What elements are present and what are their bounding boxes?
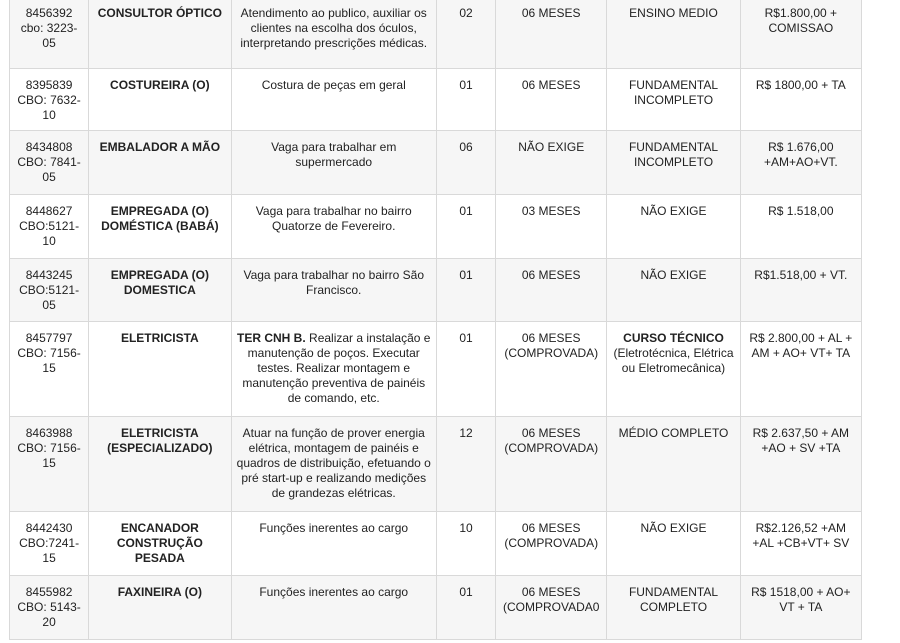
education-required: FUNDAMENTAL COMPLETO bbox=[607, 576, 740, 640]
education-text: (Eletrotécnica, Elétrica ou Eletromecânica) bbox=[613, 346, 734, 375]
table-row bbox=[10, 417, 862, 512]
cbo-code: CBO:5121-05 bbox=[19, 283, 80, 312]
salary: R$2.126,52 +AM +AL +CB+VT+ SV bbox=[740, 512, 861, 576]
job-description: Funções inerentes ao cargo bbox=[231, 576, 436, 640]
experience-required: 06 MESES (COMPROVADA) bbox=[496, 512, 607, 576]
job-description: Vaga para trabalhar no bairro São Francisco. bbox=[231, 259, 436, 322]
job-title: EMPREGADA (O) DOMÉSTICA (BABÁ) bbox=[89, 195, 231, 259]
cbo-code: CBO: 7841-05 bbox=[17, 155, 81, 184]
table-row bbox=[10, 69, 862, 131]
vacancy-quantity: 01 bbox=[436, 69, 495, 131]
job-description: Vaga para trabalhar no bairro Quatorze de Fevereiro. bbox=[231, 195, 436, 259]
education-required: NÃO EXIGE bbox=[607, 259, 740, 322]
education-required: NÃO EXIGE bbox=[607, 195, 740, 259]
job-requirement-highlight: TER CNH B. bbox=[237, 331, 306, 345]
cbo-code: CBO: 5143-20 bbox=[17, 600, 81, 629]
experience-required: 06 MESES bbox=[496, 69, 607, 131]
job-title: EMBALADOR A MÃO bbox=[89, 131, 231, 195]
experience-required: 06 MESES (COMPROVADA) bbox=[496, 417, 607, 512]
vacancy-quantity: 01 bbox=[436, 322, 495, 417]
table-row bbox=[10, 0, 862, 69]
education-required: NÃO EXIGE bbox=[607, 512, 740, 576]
job-description: Costura de peças em geral bbox=[231, 69, 436, 131]
cbo-code: CBO: 7156-15 bbox=[17, 346, 81, 375]
cbo-code: CBO:7241-15 bbox=[19, 536, 80, 565]
experience-required: 03 MESES bbox=[496, 195, 607, 259]
vacancy-code-cell bbox=[10, 322, 89, 417]
job-title: ELETRICISTA bbox=[89, 322, 231, 417]
vacancy-quantity: 10 bbox=[436, 512, 495, 576]
job-title: COSTUREIRA (O) bbox=[89, 69, 231, 131]
vacancy-code-cell bbox=[10, 512, 89, 576]
salary: R$ 2.637,50 + AM +AO + SV +TA bbox=[740, 417, 861, 512]
salary: R$ 1518,00 + AO+ VT + TA bbox=[740, 576, 861, 640]
job-title: CONSULTOR ÓPTICO bbox=[89, 0, 231, 69]
vacancy-quantity: 02 bbox=[436, 0, 495, 69]
education-required: FUNDAMENTAL INCOMPLETO bbox=[607, 131, 740, 195]
table-row bbox=[10, 576, 862, 640]
job-title: EMPREGADA (O) DOMESTICA bbox=[89, 259, 231, 322]
education-required bbox=[607, 322, 740, 417]
job-description: Atendimento ao publico, auxiliar os clientes na escolha dos óculos, interpretando prescrições médicas. bbox=[231, 0, 436, 69]
vacancy-code: 8463988 bbox=[25, 426, 73, 440]
cbo-code: CBO:5121-10 bbox=[19, 219, 80, 248]
experience-required: 06 MESES bbox=[496, 0, 607, 69]
job-vacancies-table bbox=[9, 0, 862, 640]
job-description: Atuar na função de prover energia elétrica, montagem de painéis e quadros de distribuição, efetuando o pré start-up e realizando medições de grandezas elétricas. bbox=[231, 417, 436, 512]
experience-required: 06 MESES (COMPROVADA0 bbox=[496, 576, 607, 640]
job-description: Vaga para trabalhar em supermercado bbox=[231, 131, 436, 195]
vacancy-quantity: 06 bbox=[436, 131, 495, 195]
salary: R$ 1.518,00 bbox=[740, 195, 861, 259]
education-required: MÉDIO COMPLETO bbox=[607, 417, 740, 512]
vacancy-code-cell bbox=[10, 417, 89, 512]
vacancy-code: 8442430 bbox=[25, 521, 73, 535]
education-required: FUNDAMENTAL INCOMPLETO bbox=[607, 69, 740, 131]
salary: R$1.800,00 + COMISSAO bbox=[740, 0, 861, 69]
vacancy-code: 8434808 bbox=[25, 140, 73, 154]
salary: R$ 1800,00 + TA bbox=[740, 69, 861, 131]
experience-required: 06 MESES (COMPROVADA) bbox=[496, 322, 607, 417]
job-title: ENCANADOR CONSTRUÇÃO PESADA bbox=[89, 512, 231, 576]
vacancy-code: 8457797 bbox=[25, 331, 73, 345]
vacancy-code-cell bbox=[10, 0, 89, 69]
cbo-code: CBO: 7156-15 bbox=[17, 441, 81, 470]
table-row bbox=[10, 322, 862, 417]
vacancy-code: 8448627 bbox=[25, 204, 73, 218]
vacancy-code-cell bbox=[10, 576, 89, 640]
job-description: Funções inerentes ao cargo bbox=[231, 512, 436, 576]
table-row bbox=[10, 259, 862, 322]
job-description bbox=[231, 322, 436, 417]
table-row bbox=[10, 512, 862, 576]
education-required: ENSINO MEDIO bbox=[607, 0, 740, 69]
vacancy-code: 8456392 bbox=[25, 6, 73, 20]
education-highlight: CURSO TÉCNICO bbox=[623, 331, 724, 345]
vacancy-quantity: 01 bbox=[436, 576, 495, 640]
vacancy-quantity: 01 bbox=[436, 259, 495, 322]
vacancy-code-cell bbox=[10, 195, 89, 259]
salary: R$ 1.676,00 +AM+AO+VT. bbox=[740, 131, 861, 195]
vacancy-quantity: 01 bbox=[436, 195, 495, 259]
table-row bbox=[10, 195, 862, 259]
table-row bbox=[10, 131, 862, 195]
vacancy-code: 8443245 bbox=[25, 268, 73, 282]
salary: R$ 2.800,00 + AL + AM + AO+ VT+ TA bbox=[740, 322, 861, 417]
job-title: FAXINEIRA (O) bbox=[89, 576, 231, 640]
job-description-text: Realizar a instalação e manutenção de poços. Executar testes. Realizar montagem e manutenção preventiva de painéis de comando, etc. bbox=[242, 331, 431, 405]
salary: R$1.518,00 + VT. bbox=[740, 259, 861, 322]
vacancy-code: 8395839 bbox=[25, 78, 73, 92]
experience-required: NÃO EXIGE bbox=[496, 131, 607, 195]
job-title: ELETRICISTA (ESPECIALIZADO) bbox=[89, 417, 231, 512]
vacancy-code-cell bbox=[10, 131, 89, 195]
vacancy-quantity: 12 bbox=[436, 417, 495, 512]
vacancy-code: 8455982 bbox=[25, 585, 73, 599]
vacancy-code-cell bbox=[10, 69, 89, 131]
vacancy-code-cell bbox=[10, 259, 89, 322]
cbo-code: CBO: 7632-10 bbox=[17, 93, 81, 122]
cbo-code: cbo: 3223-05 bbox=[20, 21, 78, 50]
experience-required: 06 MESES bbox=[496, 259, 607, 322]
